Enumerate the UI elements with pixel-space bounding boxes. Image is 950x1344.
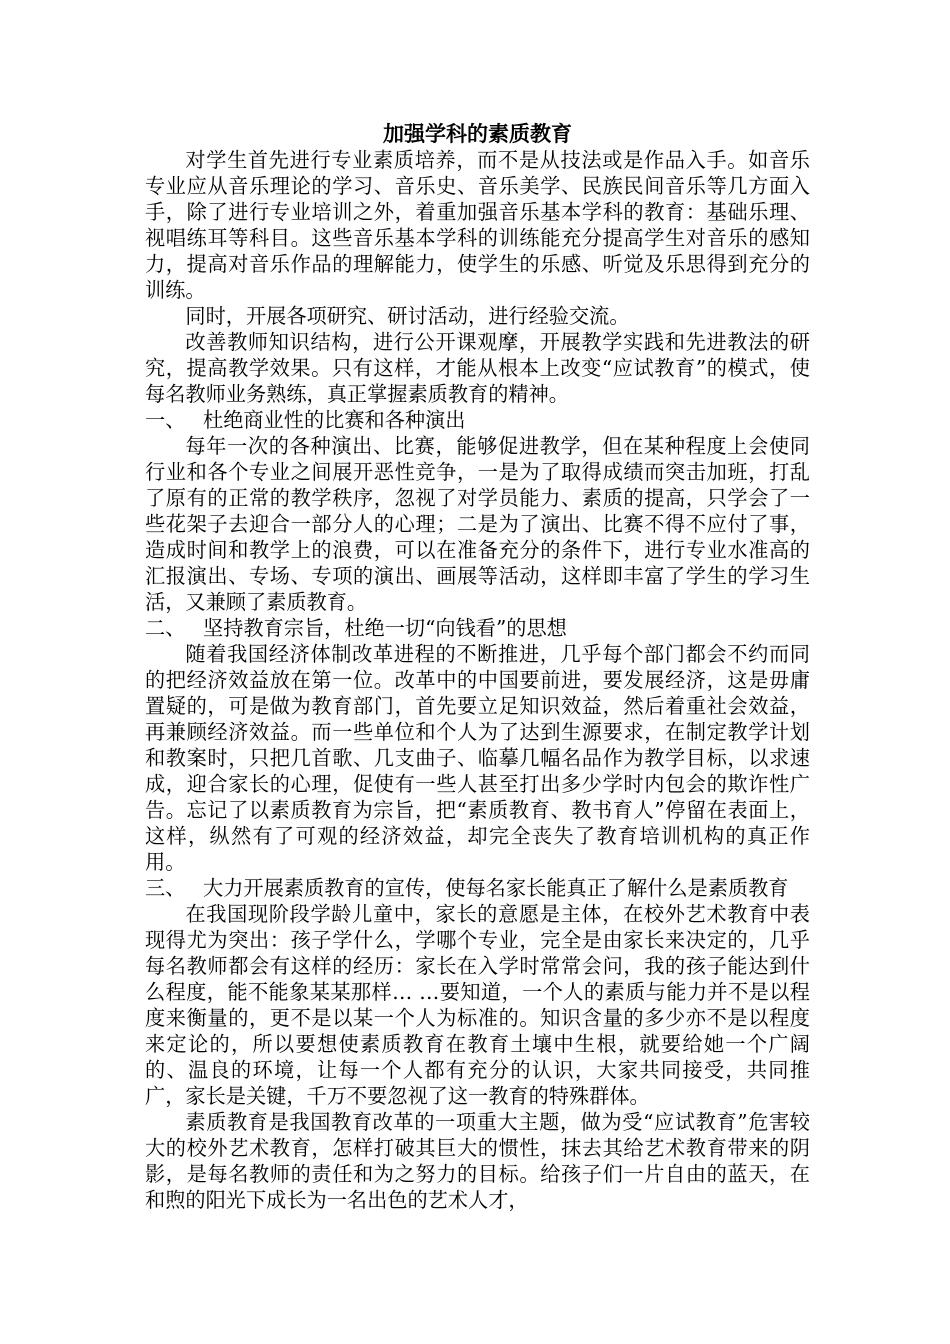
paragraph: 随着我国经济体制改革进程的不断推进，几乎每个部门都会不约而同的把经济效益放在第一位。改革中的中国要前进，要发展经济，这是毋庸置疑的，可是做为教育部门，首先要立足知识效益，然后着重社会效益，再兼顾经济效益。而一些单位和个人为了达到生源要求，在制定教学计划和教案时，只把几首歌、几支曲子、临摹几幅名品作为教学目标，以求速成，迎合家长的心理，促使有一些人甚至打出多少学时内包会的欺诈性广告。忘记了以素质教育为宗旨，把“素质教育、教书育人”停留在表面上，这样，纵然有了可观的经济效益，却完全丧失了教育培训机构的真正作用。 xyxy=(145,642,810,874)
paragraph: 同时，开展各项研究、研讨活动，进行经验交流。 xyxy=(185,304,630,328)
paragraph: 每年一次的各种演出、比赛，能够促进教学，但在某种程度上会使同行业和各个专业之间展开恶性竞争，一是为了取得成绩而突击加班，打乱了原有的正常的教学秩序，忽视了对学员能力、素质的提高，只学会了一些花架子去迎合一部分人的心理；二是为了演出、比赛不得不应付了事，造成时间和教学上的浪费，可以在准备充分的条件下，进行专业水准高的汇报演出、专场、专项的演出、画展等活动，这样即丰富了学生的学习生活，又兼顾了素质教育。 xyxy=(145,434,810,614)
section-heading-text: 杜绝商业性的比赛和各种演出 xyxy=(203,408,466,432)
paragraph: 改善教师知识结构，进行公开课观摩，开展教学实践和先进教法的研究，提高教学效果。只有这样，才能从根本上改变“应试教育”的模式，使每名教师业务熟练，真正掌握素质教育的精神。 xyxy=(145,330,810,406)
section-number: 一、 xyxy=(145,408,186,432)
section-heading-1 xyxy=(145,407,810,433)
section-heading-3 xyxy=(145,875,810,901)
section-heading-text: 坚持教育宗旨，杜绝一切“向钱看”的思想 xyxy=(203,616,567,640)
paragraph: 在我国现阶段学龄儿童中，家长的意愿是主体，在校外艺术教育中表现得尤为突出：孩子学什么，学哪个专业，完全是由家长来决定的，几乎每名教师都会有这样的经历：家长在入学时常常会问，我的孩子能达到什么程度，能不能象某某那样… …要知道，一个人的素质与能力并不是以程度来衡量的，更不是以某一个人为标准的。知识含量的多少亦不是以程度来定论的，所以要想使素质教育在教育土壤中生根，就要给她一个广阔的、温良的环境，让每一个人都有充分的认识，大家共同接受，共同推广，家长是关键，千万不要忽视了这一教育的特殊群体。 xyxy=(145,902,810,1108)
paragraph: 素质教育是我国教育改革的一项重大主题，做为受“应试教育”危害较大的校外艺术教育，怎样打破其巨大的惯性，抹去其给艺术教育带来的阴影，是每名教师的责任和为之努力的目标。给孩子们一片自由的蓝天，在和煦的阳光下成长为一名出色的艺术人才， xyxy=(145,1110,810,1212)
section-number: 二、 xyxy=(145,616,186,640)
document-page xyxy=(145,120,810,1213)
section-heading-text: 大力开展素质教育的宣传，使每名家长能真正了解什么是素质教育 xyxy=(203,876,789,900)
paragraph: 对学生首先进行专业素质培养，而不是从技法或是作品入手。如音乐专业应从音乐理论的学习、音乐史、音乐美学、民族民间音乐等几方面入手，除了进行专业培训之外，着重加强音乐基本学科的教育：基础乐理、视唱练耳等科目。这些音乐基本学科的训练能充分提高学生对音乐的感知力，提高对音乐作品的理解能力，使学生的乐感、听觉及乐思得到充分的训练。 xyxy=(145,148,810,302)
section-number: 三、 xyxy=(145,876,186,900)
document-title: 加强学科的素质教育 xyxy=(383,121,572,146)
section-heading-2 xyxy=(145,615,810,641)
